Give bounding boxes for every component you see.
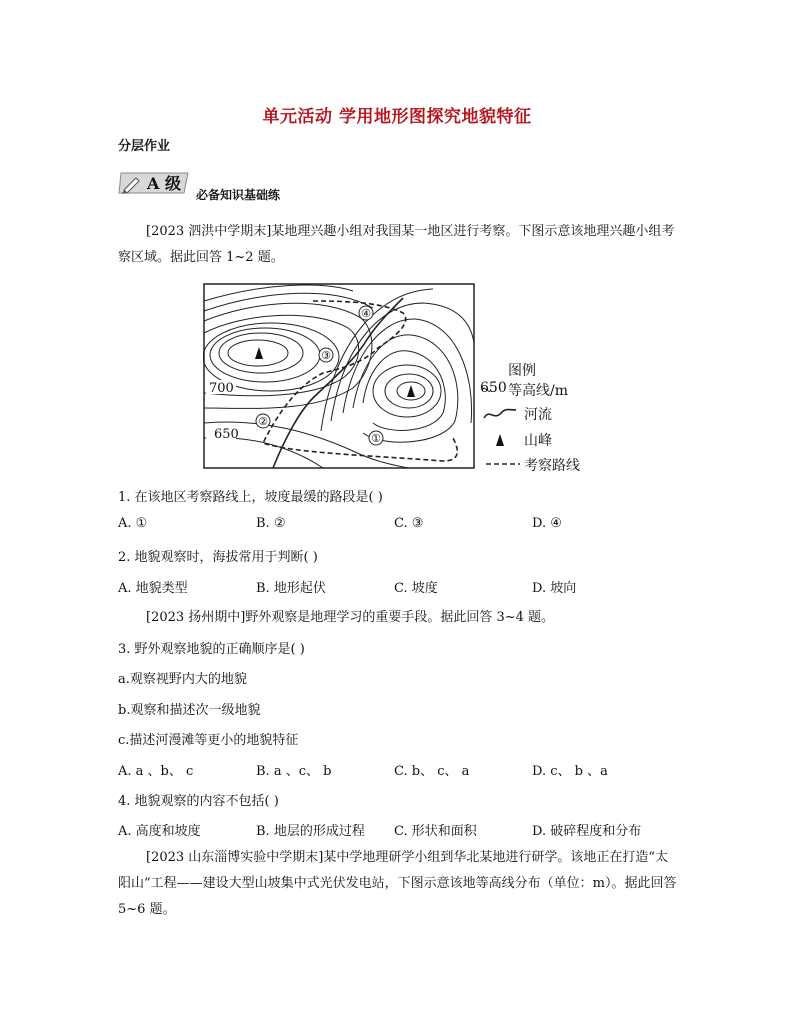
contour-map xyxy=(203,283,475,469)
section-heading: 分层作业 xyxy=(118,139,171,154)
option: B. ② xyxy=(256,516,286,531)
option: A. ① xyxy=(118,516,148,531)
map-legend xyxy=(482,360,602,475)
option: D. ④ xyxy=(532,516,562,531)
site-marker-1: ① xyxy=(371,432,381,445)
option: C. 坡度 xyxy=(394,581,438,596)
intro-paragraph-3: [2023 山东淄博实验中学期末]某中学地理研学小组到华北某地进行研学。该地正在打造“太阳山”工程——建设大型山坡集中式光伏发电站，下图示意该地等高线分布（单位：m）。据此回答 5~6 题。 xyxy=(118,850,677,917)
option: D. 破碎程度和分布 xyxy=(532,824,642,839)
option: A. a 、b、 c xyxy=(118,764,194,779)
option: B. 地层的形成过程 xyxy=(256,824,365,839)
list-item: b.观察和描述次一级地貌 xyxy=(118,703,261,718)
option: C. b、 c、 a xyxy=(394,764,470,779)
site-marker-2: ② xyxy=(258,415,268,428)
legend-route: 考察路线 xyxy=(524,458,580,474)
intro-paragraph-2: [2023 扬州期中]野外观察是地理学习的重要手段。据此回答 3~4 题。 xyxy=(146,610,555,625)
page-title: 单元活动 学用地形图探究地貌特征 xyxy=(262,107,532,127)
option: D. 坡向 xyxy=(532,581,577,596)
peak-icon xyxy=(496,434,504,446)
option: D. c、 b 、a xyxy=(532,764,608,779)
legend-contour: 等高线/m xyxy=(508,383,568,399)
level-badge xyxy=(118,170,190,196)
river-icon xyxy=(484,410,516,419)
option: B. a 、c、 b xyxy=(256,764,332,779)
question-1: 1. 在该地区考察路线上，坡度最缓的路段是( ) xyxy=(118,490,383,505)
list-item: c.描述河漫滩等更小的地貌特征 xyxy=(118,733,299,748)
legend-contour-value: 650 xyxy=(480,380,507,396)
option: B. 地形起伏 xyxy=(256,581,326,596)
option: C. 形状和面积 xyxy=(394,824,477,839)
badge-label: 必备知识基础练 xyxy=(196,188,281,202)
list-item: a.观察视野内大的地貌 xyxy=(118,672,247,687)
option: A. 高度和坡度 xyxy=(118,824,201,839)
peak-icon xyxy=(255,347,263,359)
legend-river: 河流 xyxy=(524,407,552,423)
question-4: 4. 地貌观察的内容不包括( ) xyxy=(118,794,279,809)
site-marker-4: ④ xyxy=(361,307,371,320)
option: A. 地貌类型 xyxy=(118,581,188,596)
peak-icon xyxy=(407,385,415,397)
legend-peak: 山峰 xyxy=(524,433,552,449)
option: C. ③ xyxy=(394,516,424,531)
legend-title: 图例 xyxy=(508,363,536,379)
contour-label-650: 650 xyxy=(214,427,239,442)
site-marker-3: ③ xyxy=(321,349,331,362)
question-3: 3. 野外观察地貌的正确顺序是( ) xyxy=(118,642,305,657)
question-2: 2. 地貌观察时，海拔常用于判断( ) xyxy=(118,550,318,565)
intro-paragraph-1: [2023 泗洪中学期末]某地理兴趣小组对我国某一地区进行考察。下图示意该地理兴趣小组考察区域。据此回答 1~2 题。 xyxy=(118,224,675,265)
contour-label-700: 700 xyxy=(209,381,234,396)
badge-level-text: A 级 xyxy=(147,174,181,193)
